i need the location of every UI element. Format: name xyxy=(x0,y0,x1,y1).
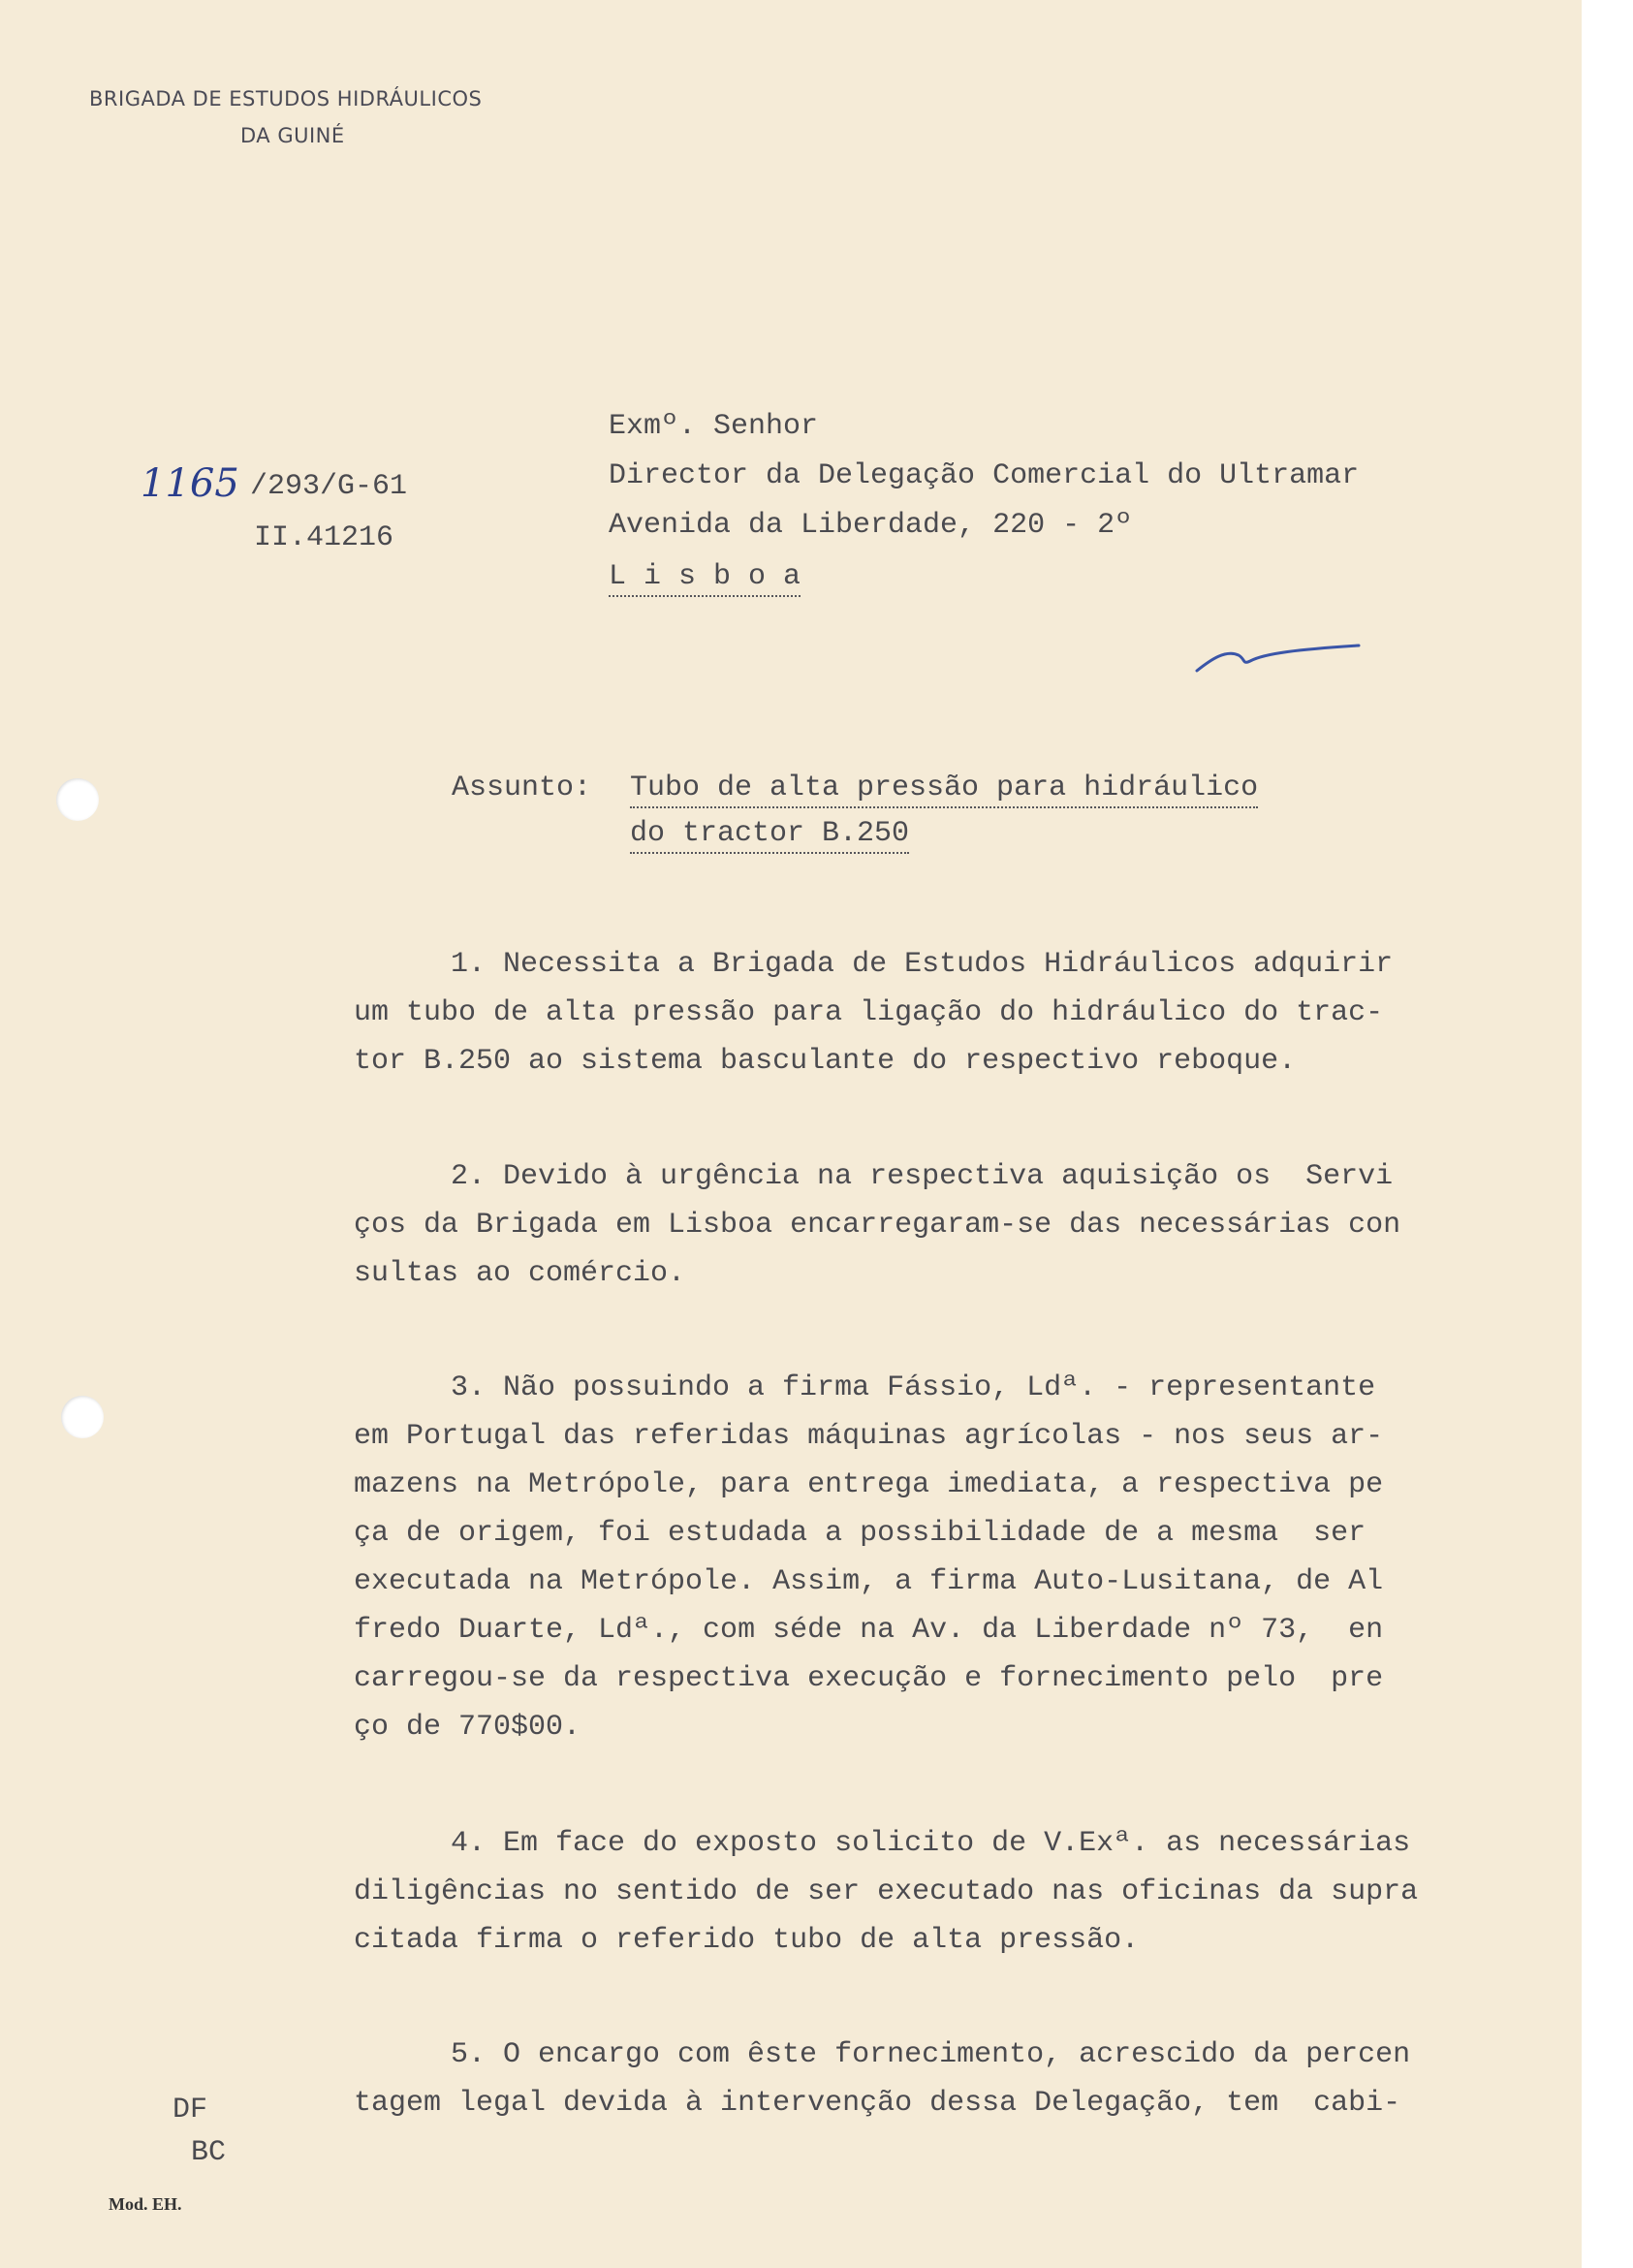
paragraph-2-line-2: ços da Brigada em Lisboa encarregaram-se das necessárias con xyxy=(354,1209,1401,1242)
letterhead-line-2: DA GUINÉ xyxy=(240,124,345,147)
paragraph-5-line-2: tagem legal devida à intervenção dessa Delegação, tem cabi- xyxy=(354,2087,1401,2120)
recipient-city: L i s b o a xyxy=(609,560,801,597)
subject-line-1: Tubo de alta pressão para hidráulico xyxy=(630,772,1258,808)
paragraph-1-line-1: 1. Necessita a Brigada de Estudos Hidráulicos adquirir xyxy=(451,948,1394,981)
paragraph-4-line-2: diligências no sentido de ser executado nas oficinas da supra xyxy=(354,1875,1419,1908)
paragraph-5-line-1: 5. O encargo com êste fornecimento, acrescido da percen xyxy=(451,2038,1411,2071)
handwritten-initial-mark xyxy=(1192,632,1366,677)
paragraph-1-line-2: um tubo de alta pressão para ligação do hidráulico do trac- xyxy=(354,996,1384,1029)
paragraph-3-line-2: em Portugal das referidas máquinas agrícolas - nos seus ar- xyxy=(354,1420,1384,1453)
subject-label: Assunto: xyxy=(452,772,592,804)
recipient-salutation: Exmº. Senhor xyxy=(609,410,819,443)
handwritten-reference-number: 1165 xyxy=(141,461,239,506)
filing-number: II.41216 xyxy=(254,521,394,554)
paragraph-2-line-3: sultas ao comércio. xyxy=(354,1257,686,1290)
initials-line-1: DF xyxy=(173,2094,208,2126)
paragraph-4-line-1: 4. Em face do exposto solicito de V.Exª. as necessárias xyxy=(451,1827,1411,1860)
reference-code: /293/G-61 xyxy=(250,470,408,503)
recipient-title: Director da Delegação Comercial do Ultramar xyxy=(609,459,1360,492)
punch-hole-lower xyxy=(61,1396,104,1438)
subject-line-2: do tractor B.250 xyxy=(630,817,909,854)
paragraph-2-line-1: 2. Devido à urgência na respectiva aquisição os Servi xyxy=(451,1160,1394,1193)
paragraph-3-line-6: fredo Duarte, Ldª., com séde na Av. da Liberdade nº 73, en xyxy=(354,1614,1384,1647)
paragraph-4-line-3: citada firma o referido tubo de alta pressão. xyxy=(354,1924,1140,1957)
form-model-mark: Mod. EH. xyxy=(109,2194,182,2214)
paragraph-3-line-8: ço de 770$00. xyxy=(354,1711,581,1744)
letterhead-line-1: BRIGADA DE ESTUDOS HIDRÁULICOS xyxy=(89,87,483,110)
paragraph-3-line-1: 3. Não possuindo a firma Fássio, Ldª. - representante xyxy=(451,1371,1376,1404)
paragraph-3-line-5: executada na Metrópole. Assim, a firma Auto-Lusitana, de Al xyxy=(354,1565,1384,1598)
paragraph-3-line-3: mazens na Metrópole, para entrega imediata, a respectiva pe xyxy=(354,1468,1384,1501)
paragraph-3-line-7: carregou-se da respectiva execução e fornecimento pelo pre xyxy=(354,1662,1384,1695)
initials-line-2: BC xyxy=(191,2136,227,2169)
scan-margin xyxy=(1582,0,1633,2268)
recipient-street: Avenida da Liberdade, 220 - 2º xyxy=(609,509,1133,542)
paragraph-1-line-3: tor B.250 ao sistema basculante do respectivo reboque. xyxy=(354,1045,1297,1078)
paragraph-3-line-4: ça de origem, foi estudada a possibilidade de a mesma ser xyxy=(354,1517,1366,1550)
punch-hole-upper xyxy=(56,778,99,821)
